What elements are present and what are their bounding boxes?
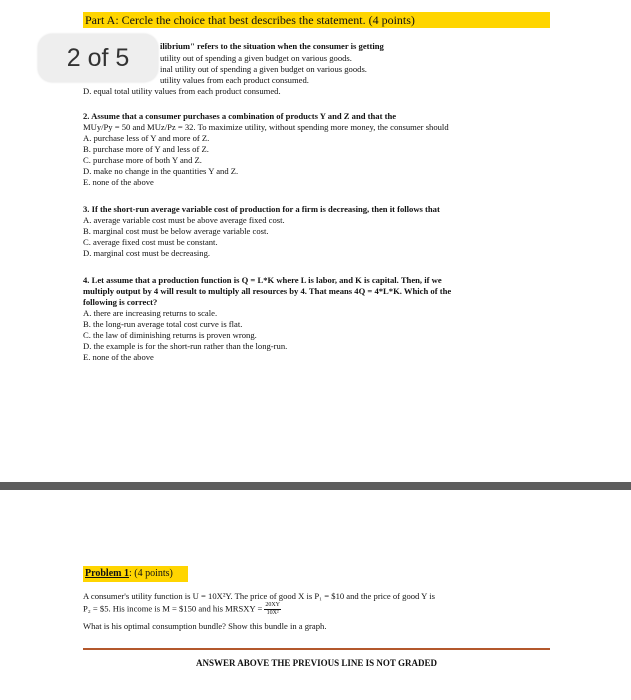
q4-stem-line1: 4. Let assume that a production function is Q = L*K where L is labor, and K is capital. Then, if we <box>83 275 442 285</box>
problem1-label: Problem 1 <box>85 568 129 579</box>
q1-line2: utility out of spending a given budget on various goods. <box>160 53 352 63</box>
mrs-fraction <box>264 602 281 617</box>
q2-option-c: C. purchase more of both Y and Z. <box>83 155 202 165</box>
q4-option-c: C. the law of diminishing returns is proven wrong. <box>83 330 257 340</box>
problem1-line2 <box>83 602 281 617</box>
q2-stem-line1: 2. Assume that a consumer purchases a combination of products Y and Z and that the <box>83 111 397 121</box>
q3-stem: 3. If the short-run average variable cost of production for a firm is decreasing, then it follows that <box>83 204 440 214</box>
problem1-line3: What is his optimal consumption bundle? Show this bundle in a graph. <box>83 621 327 631</box>
q3-option-d: D. marginal cost must be decreasing. <box>83 248 211 258</box>
q4-stem-line3: following is correct? <box>83 297 158 307</box>
q2-stem-line2: MUy/Py = 50 and MUz/Pz = 32. To maximize utility, without spending more money, the consumer should <box>83 122 449 132</box>
q3-option-a: A. average variable cost must be above average fixed cost. <box>83 215 285 225</box>
problem1-line2-text: P₂ = $5. His income is M = $150 and his MRSXY = <box>83 603 263 614</box>
mrs-numerator: 20XY <box>265 602 280 608</box>
q2-option-e: E. none of the above <box>83 177 154 187</box>
mrs-denominator: 10X² <box>266 610 279 616</box>
part-a-header: Part A: Cercle the choice that best describes the statement. (4 points) <box>83 12 550 28</box>
page-gutter <box>0 482 631 490</box>
answer-not-graded-note: ANSWER ABOVE THE PREVIOUS LINE IS NOT GRADED <box>196 658 437 668</box>
q4-stem-line2: multiply output by 4 will result to multiply all resources by 4. That means 4Q = 4*L*K. Which of the <box>83 286 452 296</box>
q1-option-d: D. equal total utility values from each product consumed. <box>83 86 281 96</box>
q3-option-b: B. marginal cost must be below average variable cost. <box>83 226 269 236</box>
q4-option-d: D. the example is for the short-run rather than the long-run. <box>83 341 288 351</box>
q4-option-a: A. there are increasing returns to scale. <box>83 308 218 318</box>
problem1-points: : (4 points) <box>128 568 173 579</box>
q1-line3: inal utility out of spending a given budget on various goods. <box>160 64 367 74</box>
answer-divider-line <box>83 648 550 650</box>
q4-option-b: B. the long-run average total cost curve is flat. <box>83 319 243 329</box>
page-counter-badge: 2 of 5 <box>38 34 158 82</box>
q1-line4: utility values from each product consumed. <box>160 75 309 85</box>
q2-option-d: D. make no change in the quantities Y and Z. <box>83 166 239 176</box>
q2-option-a: A. purchase less of Y and more of Z. <box>83 133 210 143</box>
q2-option-b: B. purchase more of Y and less of Z. <box>83 144 209 154</box>
problem1-header <box>83 566 188 582</box>
problem1-line1: A consumer's utility function is U = 10X²Y. The price of good X is P₁ = $10 and the price of good Y is <box>83 591 435 601</box>
q4-option-e: E. none of the above <box>83 352 154 362</box>
q3-option-c: C. average fixed cost must be constant. <box>83 237 218 247</box>
q1-line1: ilibrium" refers to the situation when the consumer is getting <box>160 41 384 51</box>
